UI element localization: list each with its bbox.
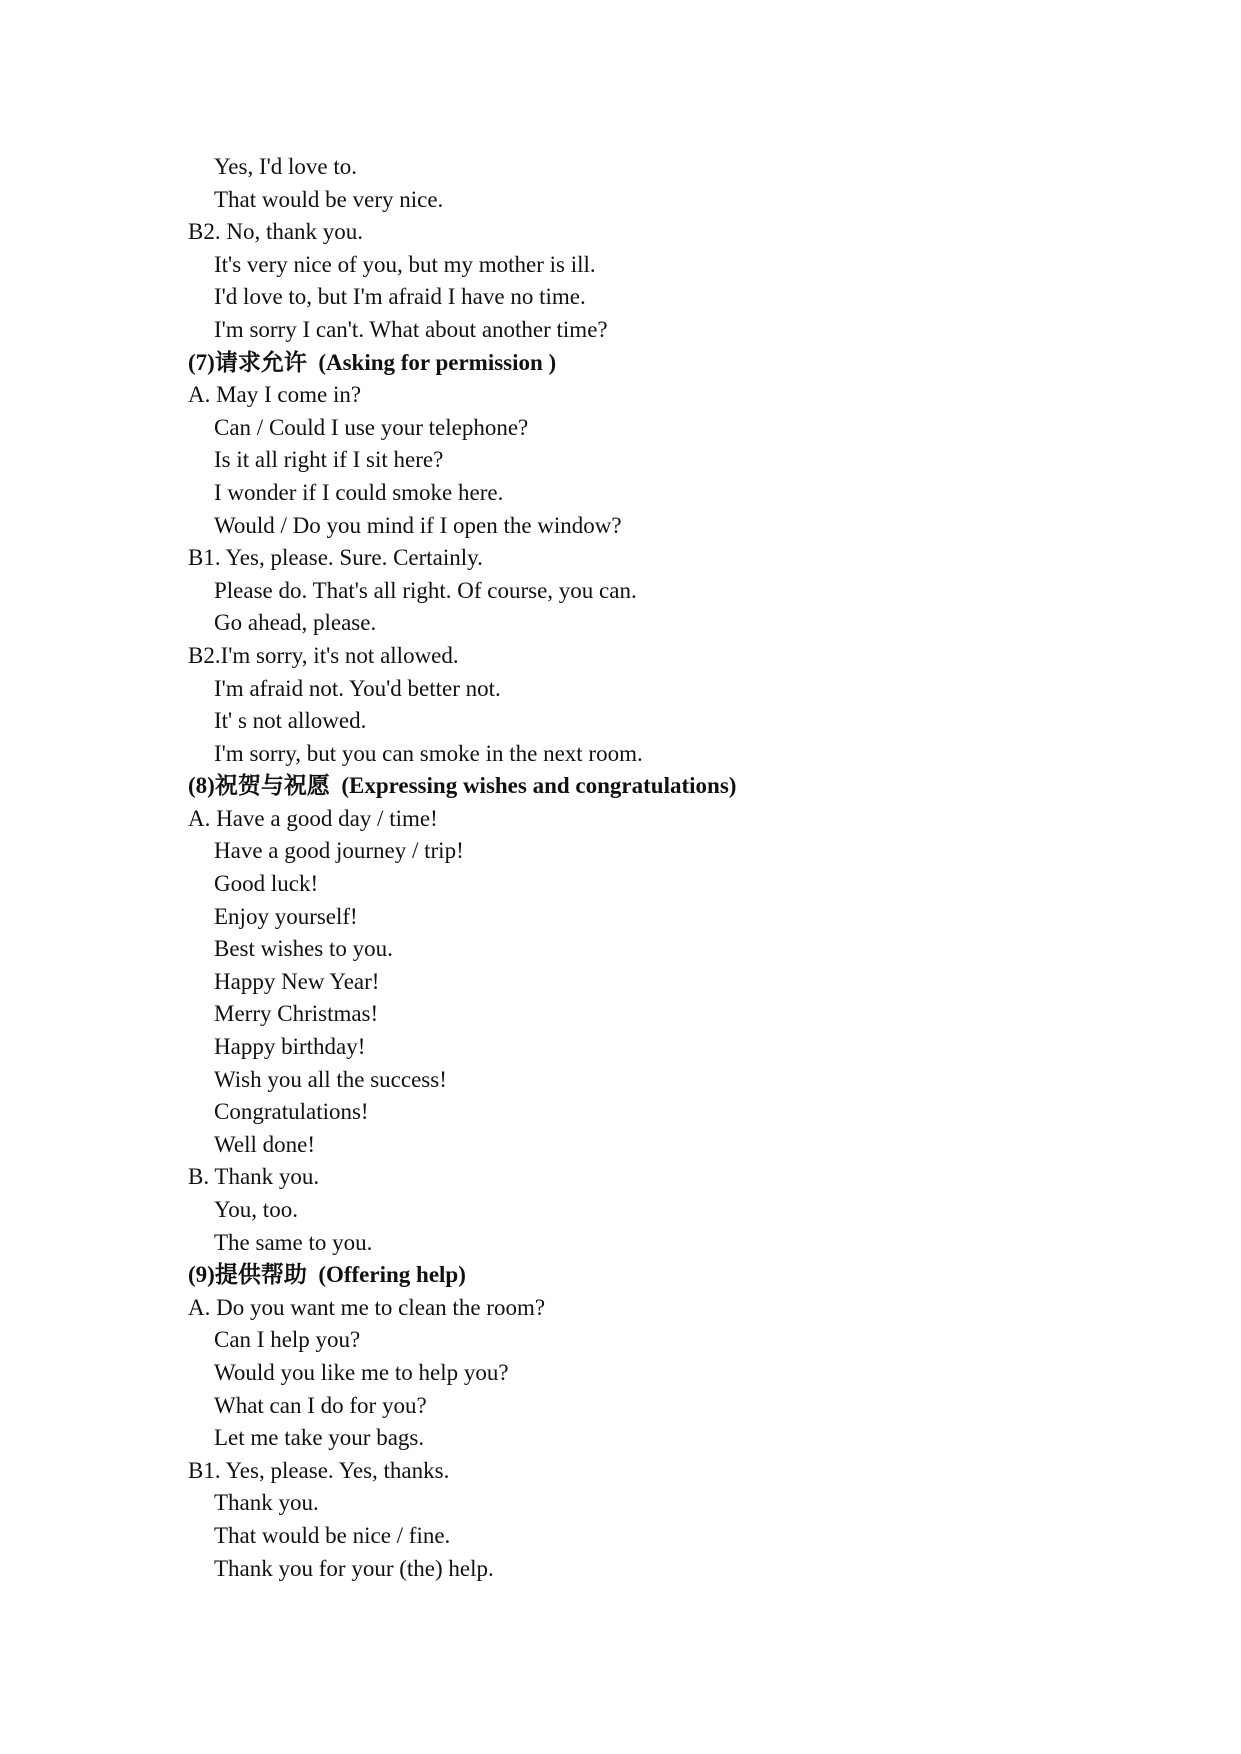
example-phrase: Congratulations! — [214, 1099, 369, 1125]
example-phrase: Go ahead, please. — [214, 610, 377, 636]
example-phrase: Good luck! — [214, 871, 319, 897]
example-phrase: Enjoy yourself! — [214, 903, 358, 929]
dialogue-line: B1. Yes, please. Sure. Certainly. — [188, 545, 483, 571]
example-phrase: Yes, I'd love to. — [214, 154, 358, 179]
dialogue-line: B. Thank you. — [188, 1164, 320, 1190]
example-phrase: It's very nice of you, but my mother is ill. — [214, 251, 596, 277]
document-page — [188, 151, 1088, 1585]
example-phrase: I'm afraid not. You'd better not. — [214, 675, 501, 701]
example-phrase: Wish you all the success! — [214, 1066, 447, 1092]
document-text-body — [188, 151, 1088, 1585]
section-heading: (8)祝贺与祝愿 (Expressing wishes and congratulations) — [188, 773, 737, 799]
dialogue-line: B1. Yes, please. Yes, thanks. — [188, 1457, 450, 1483]
example-phrase: Can I help you? — [214, 1327, 361, 1353]
example-phrase: Thank you for your (the) help. — [214, 1555, 494, 1581]
example-phrase: I'd love to, but I'm afraid I have no time. — [214, 284, 586, 310]
section-heading: (7)请求允许 (Asking for permission ) — [188, 349, 557, 375]
dialogue-line: B2.I'm sorry, it's not allowed. — [188, 642, 459, 668]
example-phrase: It' s not allowed. — [214, 708, 367, 734]
example-phrase: Thank you. — [214, 1490, 319, 1516]
dialogue-line: A. Have a good day / time! — [188, 805, 438, 831]
dialogue-line: B2. No, thank you. — [188, 219, 364, 245]
example-phrase: Is it all right if I sit here? — [214, 447, 444, 473]
example-phrase: Have a good journey / trip! — [214, 838, 464, 864]
example-phrase: Merry Christmas! — [214, 1001, 379, 1027]
example-phrase: Let me take your bags. — [214, 1425, 425, 1451]
example-phrase: What can I do for you? — [214, 1392, 427, 1418]
example-phrase: You, too. — [214, 1197, 298, 1222]
example-phrase: Happy New Year! — [214, 968, 380, 994]
example-phrase: Can / Could I use your telephone? — [214, 414, 529, 440]
example-phrase: Would you like me to help you? — [214, 1359, 509, 1385]
example-phrase: I'm sorry, but you can smoke in the next room. — [214, 740, 643, 766]
example-phrase: I'm sorry I can't. What about another time? — [214, 316, 608, 342]
dialogue-line: A. May I come in? — [188, 382, 362, 408]
example-phrase: Please do. That's all right. Of course, you can. — [214, 577, 637, 603]
example-phrase: That would be very nice. — [214, 186, 444, 212]
example-phrase: Would / Do you mind if I open the window? — [214, 512, 622, 538]
example-phrase: Well done! — [214, 1131, 315, 1157]
section-heading: (9)提供帮助 (Offering help) — [188, 1262, 466, 1288]
example-phrase: I wonder if I could smoke here. — [214, 479, 504, 505]
example-phrase: That would be nice / fine. — [214, 1522, 451, 1548]
example-phrase: The same to you. — [214, 1229, 373, 1255]
dialogue-line: A. Do you want me to clean the room? — [188, 1294, 546, 1320]
example-phrase: Best wishes to you. — [214, 936, 393, 962]
example-phrase: Happy birthday! — [214, 1034, 366, 1060]
